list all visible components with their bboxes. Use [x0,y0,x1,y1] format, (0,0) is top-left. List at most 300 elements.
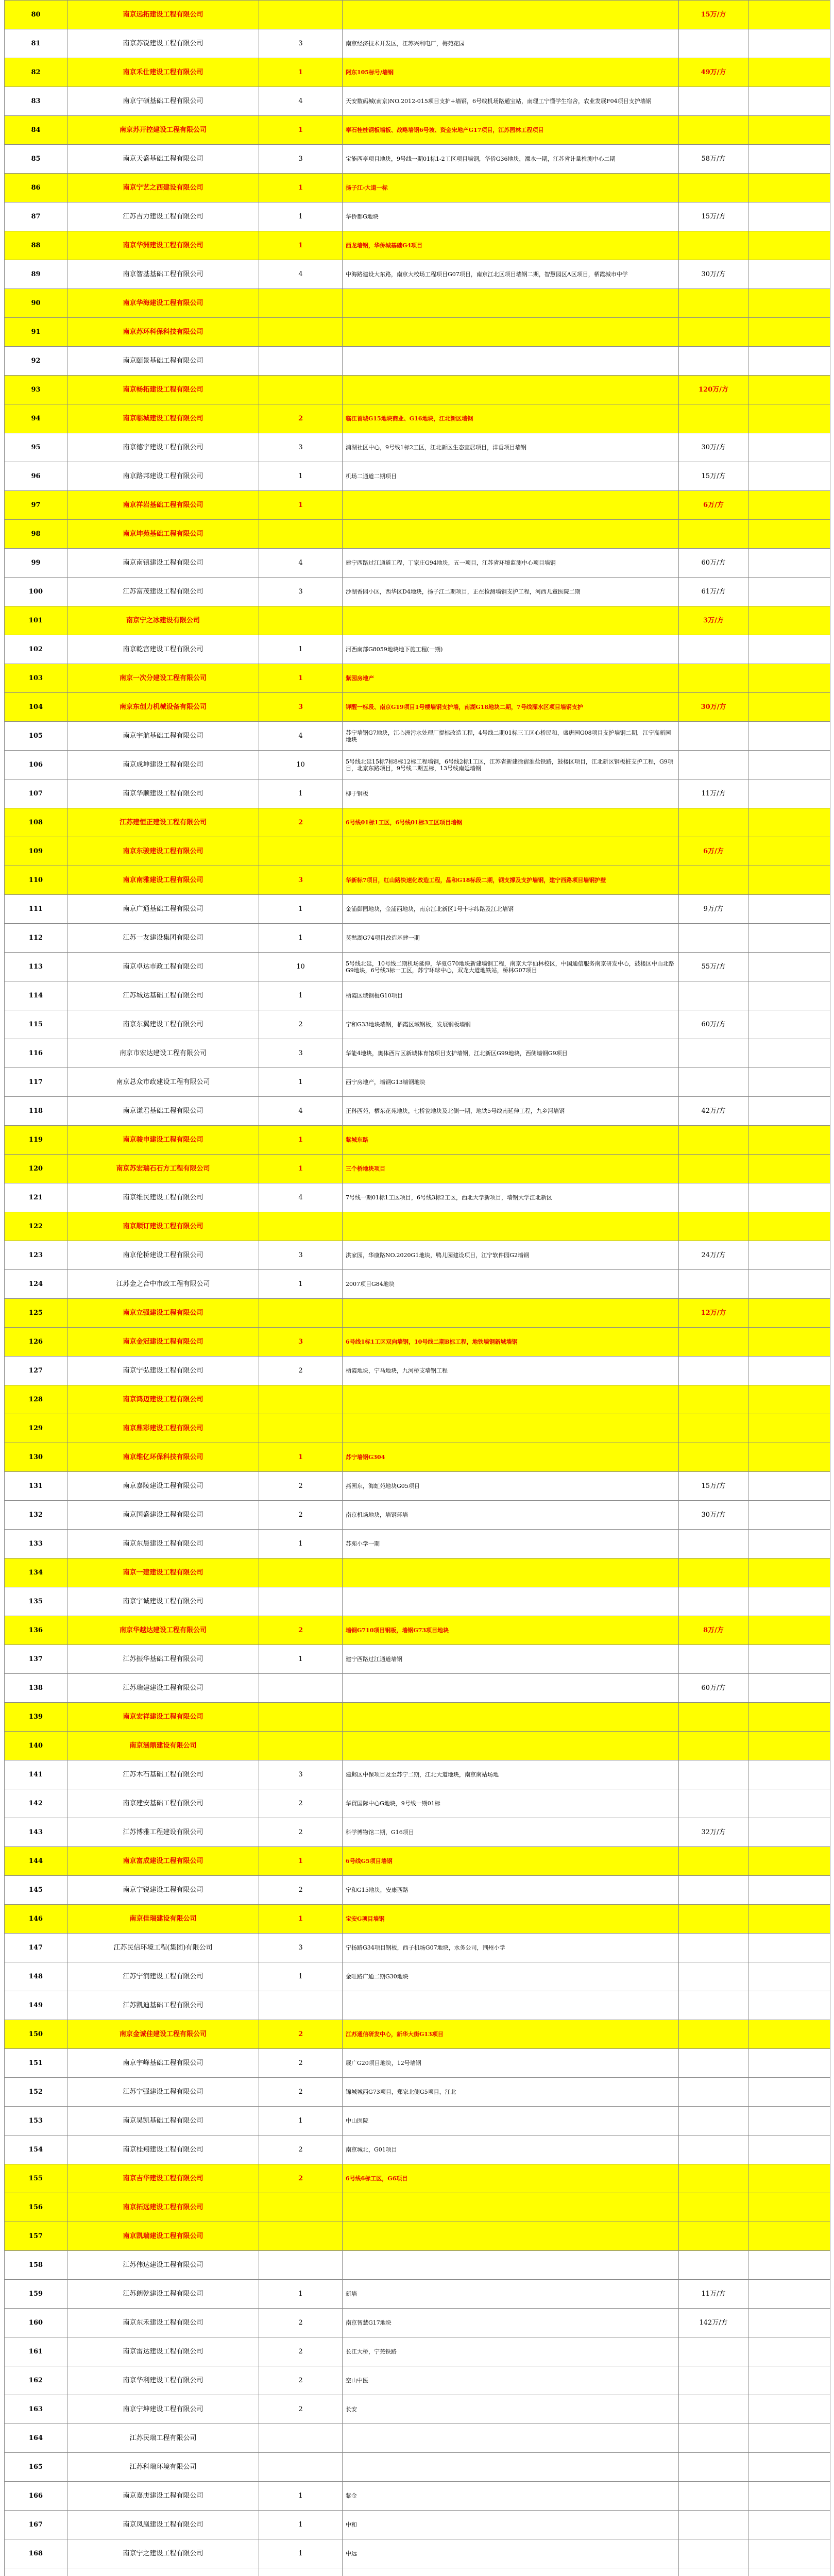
company-name: 江苏民瑞工程有限公司 [67,2424,259,2453]
project-description: 宁和G15地块，安康西路 [343,1876,679,1905]
table-row [5,1847,830,1876]
blank-cell [748,1501,830,1530]
blank-cell [748,2193,830,2222]
project-description: 栖霞区域钢板G10项目 [343,981,679,1010]
table-row [5,722,830,751]
company-name: 南京拓远建设工程有限公司 [67,2193,259,2222]
project-count: 1 [259,1530,343,1558]
project-description [343,1587,679,1616]
table-row [5,549,830,578]
blank-cell [748,2539,830,2568]
company-name: 江苏金之合中市政工程有限公司 [67,1270,259,1299]
project-count [259,1212,343,1241]
table-row [5,1645,830,1674]
blank-cell [748,2164,830,2193]
blank-cell [748,260,830,289]
company-name: 南京金冠建设工程有限公司 [67,1328,259,1357]
company-name: 南京远拓建设工程有限公司 [67,1,259,29]
blank-cell [748,1674,830,1703]
project-description [343,347,679,376]
table-row [5,2049,830,2078]
row-number: 165 [5,2453,67,2482]
earthwork-amount [679,1068,748,1097]
project-description: 南京城北，G01项目 [343,2136,679,2164]
earthwork-amount [679,1385,748,1414]
company-name: 江苏科瑞环境有限公司 [67,2453,259,2482]
row-number: 133 [5,1530,67,1558]
earthwork-amount [679,1789,748,1818]
row-number: 88 [5,231,67,260]
row-number: 114 [5,981,67,1010]
row-number: 120 [5,1155,67,1183]
row-number: 141 [5,1760,67,1789]
project-count [259,1414,343,1443]
project-description: 宁扬路G34项目钢板，西子机场G07地块，水务公司，荆州小学 [343,1934,679,1962]
row-number: 157 [5,2222,67,2251]
earthwork-amount [679,1905,748,1934]
project-count [259,1299,343,1328]
blank-cell [748,2395,830,2424]
company-name: 南京建安基础工程有限公司 [67,1789,259,1818]
project-count [259,2424,343,2453]
row-number: 146 [5,1905,67,1934]
project-count: 3 [259,433,343,462]
row-number: 115 [5,1010,67,1039]
table-row [5,837,830,866]
table-row [5,606,830,635]
company-name: 江苏朗乾建设工程有限公司 [67,2280,259,2309]
project-description: 5号线北延，10号线二期机场延伸，华夏G70地块新建墙钢工程，南京大学仙林校区，中国通信服务南京研发中心，鼓楼区中山北路G9地块，6号线3标一工区，苏宁环球中心，双龙大道地铁站，桥林G07项目 [343,953,679,981]
blank-cell [748,58,830,87]
row-number: 142 [5,1789,67,1818]
earthwork-amount [679,1876,748,1905]
blank-cell [748,549,830,578]
project-description [343,2568,679,2576]
project-description [343,1385,679,1414]
row-number: 163 [5,2395,67,2424]
project-count: 4 [259,87,343,116]
earthwork-amount [679,1183,748,1212]
row-number: 112 [5,924,67,953]
company-name: 南京涵鼎建设有限公司 [67,1732,259,1760]
project-description: 洪家园，华康路NO.2020G1地块，鸭儿园建设项目，江宁软件园G2墙钢 [343,1241,679,1270]
earthwork-amount [679,1558,748,1587]
row-number: 139 [5,1703,67,1732]
table-row [5,231,830,260]
project-description: 钾醒一标段、南京G19项目1号楼墙钢支护墙，南湖G18地块二期，7号线溧水区项目墙钢支护 [343,693,679,722]
earthwork-amount [679,808,748,837]
company-name [67,2568,259,2576]
company-name: 南京骏申建设工程有限公司 [67,1126,259,1155]
project-count: 2 [259,1876,343,1905]
project-count: 2 [259,2020,343,2049]
row-number: 110 [5,866,67,895]
blank-cell [748,2366,830,2395]
row-number: 117 [5,1068,67,1097]
project-count: 1 [259,1270,343,1299]
company-name: 南京东骏建设工程有限公司 [67,837,259,866]
company-name: 南京华顺建设工程有限公司 [67,779,259,808]
row-number: 93 [5,376,67,404]
project-description [343,289,679,318]
earthwork-amount [679,1847,748,1876]
blank-cell [748,462,830,491]
project-description [343,491,679,520]
project-count [259,376,343,404]
row-number: 113 [5,953,67,981]
project-description: 临江首城G15地块商业、G16地块，江北新区墙钢 [343,404,679,433]
company-name: 南京坤苑基础工程有限公司 [67,520,259,549]
table-row [5,376,830,404]
project-description: 江苏通信研发中心，新华大街G13项目 [343,2020,679,2049]
company-table [4,0,830,2576]
row-number: 105 [5,722,67,751]
row-number: 116 [5,1039,67,1068]
blank-cell [748,2337,830,2366]
project-count: 1 [259,202,343,231]
project-count: 3 [259,29,343,58]
project-description: 扬子江-大道一标 [343,174,679,202]
table-row [5,1616,830,1645]
row-number: 145 [5,1876,67,1905]
table-row [5,1876,830,1905]
project-count: 3 [259,866,343,895]
project-count [259,2193,343,2222]
earthwork-amount [679,1732,748,1760]
table-row [5,1039,830,1068]
earthwork-amount: 15万/方 [679,1,748,29]
blank-cell [748,2251,830,2280]
project-description: 阿东105标号/墙钢 [343,58,679,87]
company-name: 南京伦桥建设工程有限公司 [67,1241,259,1270]
project-description: 金浦御园地块，金浦西地块，南京江北新区1号十字纬路及江北墙钢 [343,895,679,924]
blank-cell [748,981,830,1010]
company-name: 江苏宁润建设工程有限公司 [67,1962,259,1991]
earthwork-amount [679,1212,748,1241]
company-name: 南京东创力机械设备有限公司 [67,693,259,722]
row-number: 100 [5,578,67,606]
row-number: 147 [5,1934,67,1962]
project-description: 紫金 [343,2482,679,2511]
blank-cell [748,1847,830,1876]
company-name: 南京乾宫建设工程有限公司 [67,635,259,664]
blank-cell [748,1385,830,1414]
project-count: 2 [259,2337,343,2366]
table-row [5,1962,830,1991]
company-name: 南京维民建设工程有限公司 [67,1183,259,1212]
earthwork-amount: 30万/方 [679,260,748,289]
blank-cell [748,347,830,376]
blank-cell [748,924,830,953]
earthwork-amount [679,664,748,693]
project-count: 3 [259,1934,343,1962]
table-row [5,751,830,779]
project-count: 2 [259,1472,343,1501]
row-number: 106 [5,751,67,779]
earthwork-amount: 3万/方 [679,606,748,635]
project-description: 紫园房地产 [343,664,679,693]
table-row [5,202,830,231]
company-name: 南京苏环科保科技有限公司 [67,318,259,347]
earthwork-amount [679,981,748,1010]
company-name: 南京祥岩基础工程有限公司 [67,491,259,520]
blank-cell [748,722,830,751]
earthwork-amount [679,2539,748,2568]
project-description: 华贸国际中心G地块，9号线一期01标 [343,1789,679,1818]
company-name: 南京宁之建设工程有限公司 [67,2539,259,2568]
project-description [343,2251,679,2280]
row-number: 86 [5,174,67,202]
earthwork-amount [679,2078,748,2107]
earthwork-amount [679,924,748,953]
table-row [5,1789,830,1818]
earthwork-amount [679,1414,748,1443]
project-count: 1 [259,116,343,145]
table-row [5,1472,830,1501]
table-row [5,664,830,693]
project-description: 建邺区中保项目及至苏宁二期，江北大道地块，南京南站场地 [343,1760,679,1789]
project-count: 1 [259,1443,343,1472]
project-description: 机场二通道二期项目 [343,462,679,491]
earthwork-amount [679,1039,748,1068]
project-count [259,1385,343,1414]
project-count: 3 [259,1760,343,1789]
project-count [259,2453,343,2482]
earthwork-amount [679,2568,748,2576]
table-row [5,981,830,1010]
project-count: 2 [259,1789,343,1818]
blank-cell [748,2049,830,2078]
table-row [5,2453,830,2482]
blank-cell [748,202,830,231]
earthwork-amount [679,289,748,318]
project-description: 中和 [343,2511,679,2539]
table-row [5,520,830,549]
company-name: 南京宁坤建设工程有限公司 [67,2395,259,2424]
company-name: 江苏吉力建设工程有限公司 [67,202,259,231]
project-count: 3 [259,145,343,174]
blank-cell [748,1587,830,1616]
project-description: 奉石桂桩钢板墙板、战略墙钢6号坡、资金宋地产G17项目，江苏园林工程项目 [343,116,679,145]
project-count: 4 [259,260,343,289]
blank-cell [748,1789,830,1818]
project-description [343,2424,679,2453]
project-description: 建宁西路过江通道墙钢 [343,1645,679,1674]
earthwork-amount [679,87,748,116]
company-name: 南京吉华建设工程有限公司 [67,2164,259,2193]
earthwork-amount [679,2482,748,2511]
blank-cell [748,318,830,347]
row-number: 128 [5,1385,67,1414]
table-row [5,924,830,953]
earthwork-amount [679,1126,748,1155]
project-count: 3 [259,1328,343,1357]
earthwork-amount: 8万/方 [679,1616,748,1645]
earthwork-amount [679,2136,748,2164]
table-row [5,866,830,895]
earthwork-amount [679,866,748,895]
project-description: 华侨都G地块 [343,202,679,231]
table-row [5,2395,830,2424]
table-row [5,1674,830,1703]
company-name: 江苏宁强建设工程有限公司 [67,2078,259,2107]
project-description: 中山医院 [343,2107,679,2136]
earthwork-amount [679,2251,748,2280]
table-row [5,1934,830,1962]
project-count: 2 [259,2309,343,2337]
blank-cell [748,837,830,866]
company-name: 南京华利建设工程有限公司 [67,2366,259,2395]
row-number: 162 [5,2366,67,2395]
company-name: 南京临城建设工程有限公司 [67,404,259,433]
company-name: 南京德宇建设工程有限公司 [67,433,259,462]
blank-cell [748,289,830,318]
row-number: 84 [5,116,67,145]
project-description: 宝安G项目墙钢 [343,1905,679,1934]
blank-cell [748,2309,830,2337]
table-row [5,347,830,376]
blank-cell [748,693,830,722]
table-row [5,2424,830,2453]
earthwork-amount: 15万/方 [679,1472,748,1501]
project-description: 宁和G33地块墙钢，栖霞区域钢板，发展钢板墙钢 [343,1010,679,1039]
earthwork-amount [679,29,748,58]
earthwork-amount [679,1587,748,1616]
project-count: 1 [259,779,343,808]
table-row [5,1443,830,1472]
table-row [5,2511,830,2539]
company-name: 南京桂翔建设工程有限公司 [67,2136,259,2164]
row-number: 126 [5,1328,67,1357]
project-count: 1 [259,1962,343,1991]
company-name: 江苏建恒正建设工程有限公司 [67,808,259,837]
blank-cell [748,1962,830,1991]
table-row [5,1530,830,1558]
table-row [5,1212,830,1241]
project-count [259,1991,343,2020]
blank-cell [748,520,830,549]
blank-cell [748,1212,830,1241]
project-description [343,1991,679,2020]
earthwork-amount [679,2511,748,2539]
project-description [343,520,679,549]
project-description [343,1732,679,1760]
project-count: 1 [259,2107,343,2136]
row-number: 103 [5,664,67,693]
blank-cell [748,1328,830,1357]
project-description: 6号线01标1工区，6号线01标3工区项目墙钢 [343,808,679,837]
project-count: 2 [259,2164,343,2193]
row-number: 167 [5,2511,67,2539]
company-name: 江苏瑞建建设工程有限公司 [67,1674,259,1703]
table-row [5,1270,830,1299]
project-description [343,2222,679,2251]
company-name: 南京宁硕基础工程有限公司 [67,87,259,116]
row-number: 82 [5,58,67,87]
project-description [343,837,679,866]
blank-cell [748,1876,830,1905]
table-row [5,953,830,981]
table-row [5,1385,830,1414]
project-count [259,1674,343,1703]
company-name: 南京雷达建设工程有限公司 [67,2337,259,2366]
table-row [5,1732,830,1760]
project-count: 1 [259,1155,343,1183]
project-count: 10 [259,751,343,779]
project-count: 2 [259,1818,343,1847]
project-description: 河西南部G8059地块地下施工程(一期) [343,635,679,664]
row-number: 164 [5,2424,67,2453]
row-number: 129 [5,1414,67,1443]
blank-cell [748,1558,830,1587]
company-name: 江苏伟达建设工程有限公司 [67,2251,259,2280]
earthwork-amount [679,2222,748,2251]
project-count: 2 [259,2395,343,2424]
earthwork-amount: 60万/方 [679,1674,748,1703]
earthwork-amount [679,1934,748,1962]
project-count: 1 [259,1068,343,1097]
project-description: 新墙 [343,2280,679,2309]
earthwork-amount: 58万/方 [679,145,748,174]
project-description: 华新标7项目，红山路快速化改造工程，晶和G18标段二期，钢支撑及支护墙钢，建宁西路项目墙钢护壁 [343,866,679,895]
project-description: 科学博物馆二期，G16项目 [343,1818,679,1847]
blank-cell [748,635,830,664]
table-row [5,2539,830,2568]
row-number: 159 [5,2280,67,2309]
blank-cell [748,1645,830,1674]
earthwork-amount [679,2107,748,2136]
blank-cell [748,433,830,462]
blank-cell [748,1414,830,1443]
project-description [343,1674,679,1703]
blank-cell [748,404,830,433]
row-number: 135 [5,1587,67,1616]
project-count: 1 [259,2482,343,2511]
blank-cell [748,1760,830,1789]
project-description: 西龙墙钢，华侨城基础G4项目 [343,231,679,260]
company-name: 南京宁锐建设工程有限公司 [67,1876,259,1905]
project-count: 3 [259,1241,343,1270]
company-name: 南京东晨建设工程有限公司 [67,1530,259,1558]
project-description: 苏宁墙钢G7地块，江心洲污水处理厂提标改造工程，4号线二期01标三工区心桥民和，盛唐园G08项目支护墙钢二期，江宁高新园地块 [343,722,679,751]
company-name: 南京一建建设工程有限公司 [67,1558,259,1587]
blank-cell [748,1616,830,1645]
project-description: 南京机场地块，墙钢环墙 [343,1501,679,1530]
earthwork-amount: 15万/方 [679,462,748,491]
project-count: 1 [259,1645,343,1674]
blank-cell [748,1703,830,1732]
table-row [5,404,830,433]
row-number: 138 [5,1674,67,1703]
company-name: 南京宁弘建设工程有限公司 [67,1357,259,1385]
row-number: 97 [5,491,67,520]
company-name: 南京嘉陵建设工程有限公司 [67,1472,259,1501]
table-row [5,693,830,722]
earthwork-amount: 30万/方 [679,433,748,462]
table-row [5,58,830,87]
table-row [5,260,830,289]
project-count: 2 [259,2136,343,2164]
blank-cell [748,145,830,174]
blank-cell [748,953,830,981]
table-row [5,1818,830,1847]
table-row [5,2020,830,2049]
row-number: 94 [5,404,67,433]
project-count: 1 [259,664,343,693]
blank-cell [748,578,830,606]
row-number: 122 [5,1212,67,1241]
company-name: 南京宇诚建设工程有限公司 [67,1587,259,1616]
